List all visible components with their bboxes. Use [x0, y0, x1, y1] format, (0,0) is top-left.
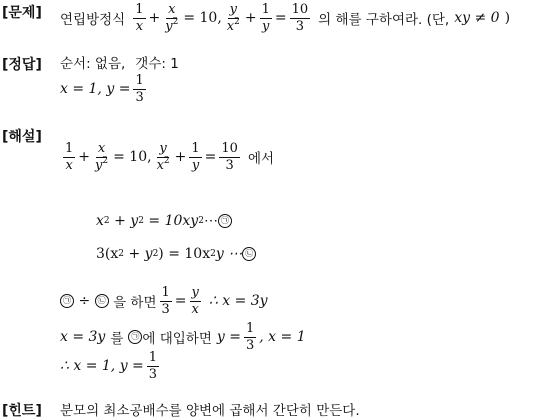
answer-solution	[60, 72, 149, 106]
circle-2-icon: ㉡	[242, 247, 256, 261]
frac-10-over-3: $\frac{10}{3}$	[291, 1, 309, 34]
solution-eq-1: x 2 + y 2 = 10xy 2 ⋯ ㉠	[96, 211, 232, 231]
solution-label: [해설]	[2, 129, 42, 145]
answer-count: 갯수: 1	[135, 56, 179, 72]
solution-line-div: ㉠ ÷ ㉡ 을 하면 $\frac{1}{3}$ = $\frac{y}{x}$ ∴ x = 3y	[60, 284, 268, 318]
frac-1-over-x: $\frac{1}{x}$	[135, 1, 144, 34]
frac-y-over-x2: $\frac{y}{x^2}$	[226, 1, 240, 34]
eq-tail-1: = 10,	[183, 10, 222, 26]
answer-meta	[60, 52, 179, 72]
problem-label: [문제]	[2, 5, 42, 21]
solution-line-1: $\frac{1}{x}$ + $\frac{x}{y^2}$ = 10, $\frac{y}{x^2}$ + $\frac{1}{y}$ = $\frac{10}{3}$ 에서	[65, 140, 275, 173]
solution-line1-suffix: 에서	[247, 151, 275, 167]
problem-suffix: 의 해를 구하여라. (단,	[318, 12, 450, 28]
frac-x-over-y2: $\frac{x}{y^2}$	[165, 1, 179, 34]
circle-1-icon: ㉠	[218, 214, 232, 228]
problem-condition: xy ≠ 0	[454, 10, 500, 26]
problem-statement: 연립방정식 $\frac{1}{x}$ + $\frac{x}{y^2}$ = 10, $\frac{y}{x^2}$ + $\frac{1}{y}$ = $\frac{10}{3}$ 의 해를 구하여라. (단, xy ≠ 0 )	[60, 1, 511, 34]
answer-solution-text: x = 1, y =	[60, 81, 131, 97]
solution-line-sub: x = 3y 를 ㉠ 에 대입하면 y = $\frac{1}{3}$ , x = 1	[60, 320, 306, 353]
hint-text: 분모의 최소공배수를 양변에 곱해서 간단히 만든다.	[60, 403, 360, 419]
answer-y-frac: $\frac{1}{3}$	[135, 72, 144, 105]
answer-order: 순서: 없음,	[60, 56, 126, 72]
frac-1-over-y: $\frac{1}{y}$	[261, 1, 270, 34]
answer-label: [정답]	[2, 57, 42, 73]
solution-final: ∴ x = 1, y = $\frac{1}{3}$	[60, 349, 158, 382]
solution-eq-2: 3(x 2 + y 2 ) = 10x 2 y ⋯ ㉡	[96, 244, 256, 264]
hint-label: [힌트]	[2, 403, 42, 419]
problem-prefix: 연립방정식	[60, 12, 126, 28]
